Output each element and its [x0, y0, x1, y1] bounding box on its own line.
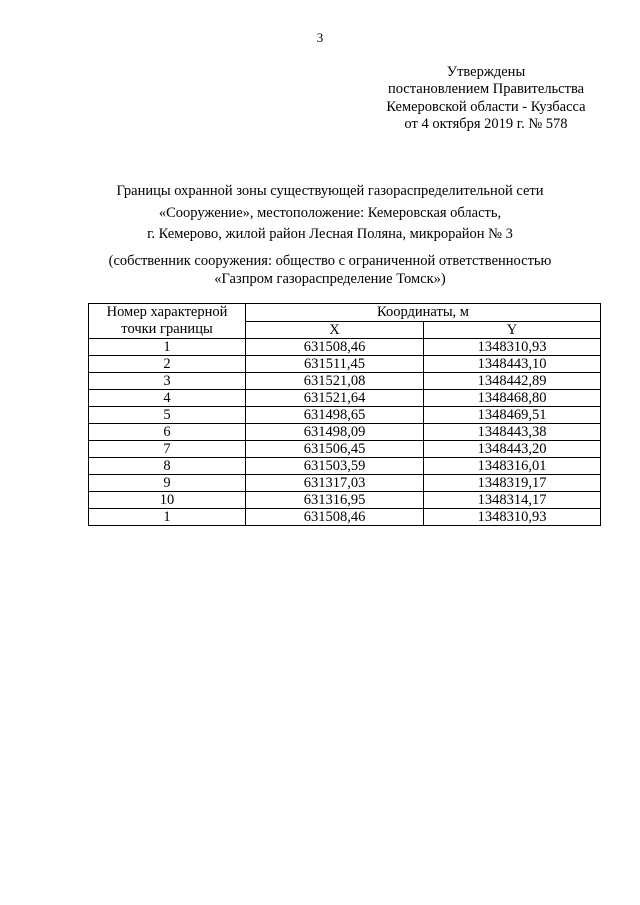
- cell-point: 7: [89, 441, 246, 458]
- document-title: [60, 181, 600, 246]
- table-row: [89, 373, 601, 390]
- cell-y: 1348310,93: [424, 339, 601, 356]
- cell-y: 1348319,17: [424, 475, 601, 492]
- table-row: [89, 492, 601, 509]
- table-row: [89, 475, 601, 492]
- cell-y: 1348442,89: [424, 373, 601, 390]
- table-header-row: [89, 304, 601, 322]
- coordinates-table: [88, 303, 601, 526]
- header-point-line: Номер характерной: [106, 304, 228, 320]
- cell-x: 631521,64: [246, 390, 424, 407]
- cell-x: 631498,65: [246, 407, 424, 424]
- approval-line: Кемеровской области - Кузбасса: [386, 98, 586, 115]
- cell-point: 2: [89, 356, 246, 373]
- cell-y: 1348314,17: [424, 492, 601, 509]
- table-row: [89, 458, 601, 475]
- table-row: [89, 390, 601, 407]
- header-coordinates: Координаты, м: [246, 304, 601, 322]
- cell-y: 1348443,10: [424, 356, 601, 373]
- cell-x: 631521,08: [246, 373, 424, 390]
- cell-y: 1348469,51: [424, 407, 601, 424]
- cell-x: 631317,03: [246, 475, 424, 492]
- cell-y: 1348443,38: [424, 424, 601, 441]
- title-line: «Сооружение», местоположение: Кемеровская область,: [158, 204, 502, 221]
- cell-point: 1: [89, 509, 246, 526]
- owner-line: (собственник сооружения: общество с ограниченной ответственностью: [108, 253, 552, 269]
- cell-x: 631511,45: [246, 356, 424, 373]
- cell-point: 9: [89, 475, 246, 492]
- cell-point: 10: [89, 492, 246, 509]
- cell-x: 631508,46: [246, 339, 424, 356]
- cell-y: 1348316,01: [424, 458, 601, 475]
- table-row: [89, 407, 601, 424]
- table-row: [89, 356, 601, 373]
- table-row: [89, 339, 601, 356]
- header-point-number: [89, 304, 246, 339]
- cell-x: 631506,45: [246, 441, 424, 458]
- header-point-line: точки границы: [121, 321, 213, 337]
- cell-point: 4: [89, 390, 246, 407]
- cell-y: 1348310,93: [424, 509, 601, 526]
- cell-y: 1348443,20: [424, 441, 601, 458]
- table-row: [89, 424, 601, 441]
- cell-x: 631508,46: [246, 509, 424, 526]
- header-x: X: [246, 321, 424, 339]
- approval-line: от 4 октября 2019 г. № 578: [404, 116, 568, 133]
- title-line: Границы охранной зоны существующей газораспределительной сети: [116, 183, 544, 199]
- cell-point: 5: [89, 407, 246, 424]
- title-line: г. Кемерово, жилой район Лесная Поляна, микрорайон № 3: [147, 226, 513, 243]
- owner-note: [60, 253, 600, 288]
- cell-y: 1348468,80: [424, 390, 601, 407]
- cell-point: 3: [89, 373, 246, 390]
- owner-line: «Газпром газораспределение Томск»): [214, 270, 446, 287]
- approval-line: постановлением Правительства: [387, 81, 585, 98]
- cell-point: 1: [89, 339, 246, 356]
- table-row: [89, 509, 601, 526]
- cell-x: 631503,59: [246, 458, 424, 475]
- cell-point: 8: [89, 458, 246, 475]
- cell-x: 631316,95: [246, 492, 424, 509]
- cell-point: 6: [89, 424, 246, 441]
- table-row: [89, 441, 601, 458]
- approval-block: [366, 64, 606, 134]
- cell-x: 631498,09: [246, 424, 424, 441]
- header-y: Y: [424, 321, 601, 339]
- page-number: 3: [316, 30, 324, 45]
- approval-line: Утверждены: [446, 64, 526, 80]
